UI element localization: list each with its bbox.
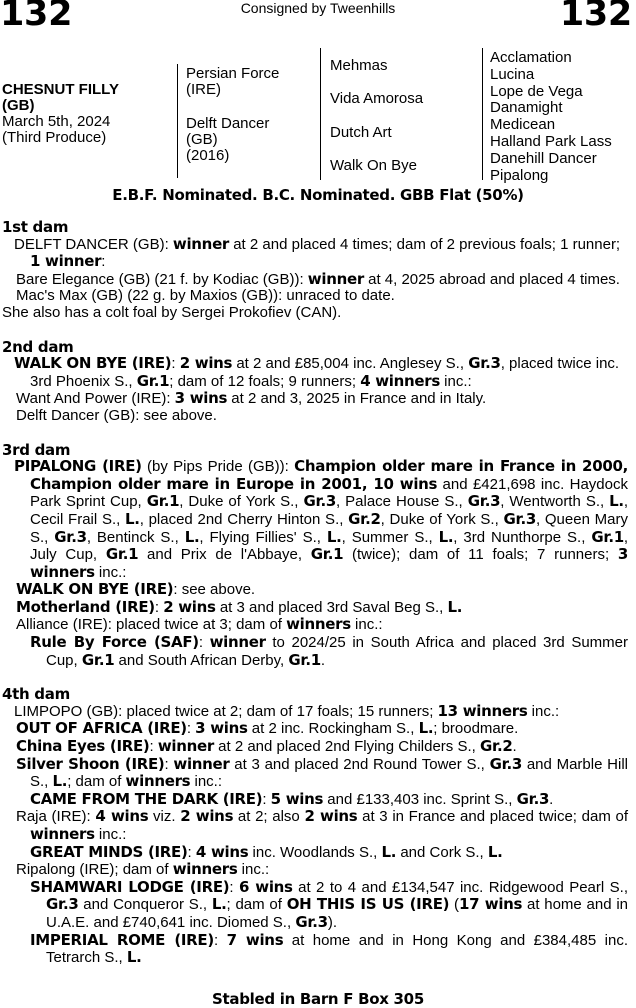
gen3-8: Pipalong <box>490 166 549 184</box>
sire-name: Persian Force <box>186 65 280 82</box>
fourth-dam-grandproduce-1: CAME FROM THE DARK (IRE): 5 wins and £133,403 inc. Sprint S., Gr.3. <box>30 789 554 808</box>
consignor: Consigned by Tweenhills <box>240 0 396 16</box>
fourth-dam-grandproduce-4: IMPERIAL ROME (IRE): 7 wins at home and in Hong Kong and £384,485 inc. Tetrarch S., L. <box>30 930 628 967</box>
pedigree-divider-2 <box>320 48 321 180</box>
produce-3: She also has a colt foal by Sergei Prokofiev (CAN). <box>2 303 342 321</box>
damsire: Dutch Art <box>330 124 392 141</box>
fourth-dam-heading: 4th dam <box>2 685 70 704</box>
lot-number-left: 132 <box>0 0 73 34</box>
dam <box>186 116 269 164</box>
dam-year: (2016) <box>186 147 230 164</box>
third-dam-heading: 3rd dam <box>2 440 71 459</box>
gen3-2: Lucina <box>490 65 535 83</box>
horse-description <box>2 82 119 146</box>
first-dam-heading: 1st dam <box>2 218 69 236</box>
nominations: E.B.F. Nominated. B.C. Nominated. GBB Flat (50%) <box>112 186 524 204</box>
pedigree-divider-1 <box>177 64 178 178</box>
lot-number-right: 132 <box>559 0 632 34</box>
fourth-dam-produce-2: China Eyes (IRE): winner at 2 and placed 2nd Flying Childers S., Gr.2. <box>16 737 517 756</box>
third-dam-produce-1: WALK ON BYE (IRE): see above. <box>16 580 256 599</box>
third-dam-produce-2: Motherland (IRE): 2 wins at 3 and placed 3rd Saval Beg S., L. <box>16 597 463 616</box>
fourth-dam-produce-1: OUT OF AFRICA (IRE): 3 wins at 2 inc. Rockingham S., L.; broodmare. <box>16 719 519 738</box>
gen3-3: Lope de Vega <box>490 82 583 100</box>
second-dam-heading: 2nd dam <box>2 337 74 356</box>
produce-2: Mac's Max (GB) (22 g. by Maxios (GB)): unraced to date. <box>16 287 395 305</box>
gen3-4: Danamight <box>490 99 563 117</box>
horse-country: (GB) <box>2 97 35 114</box>
dam-country: (GB) <box>186 131 218 148</box>
fourth-dam-grandproduce-2: GREAT MINDS (IRE): 4 wins inc. Woodlands S., L. and Cork S., L. <box>30 842 503 861</box>
third-dam-grandproduce-1: Rule By Force (SAF): winner to 2024/25 in South Africa and placed 3rd Summer Cup, Gr.1 and South African Derby, Gr.1. <box>30 633 628 669</box>
grandsire: Mehmas <box>330 57 388 74</box>
second-dam-entry: WALK ON BYE (IRE): 2 wins at 2 and £85,004 inc. Anglesey S., Gr.3, placed twice inc. 3rd Phoenix S., Gr.1; dam of 12 foals; 9 runners; 4 winners inc.: <box>14 354 620 390</box>
fourth-dam-produce-3: Silver Shoon (IRE): winner at 3 and placed 2nd Round Tower S., Gr.3 and Marble Hill S., L.; dam of winners inc.: <box>16 754 628 791</box>
sire-country: (IRE) <box>186 81 221 98</box>
fourth-dam-produce-5: Ripalong (IRE); dam of winners inc.: <box>16 860 270 879</box>
fourth-dam-entry: LIMPOPO (GB): placed twice at 2; dam of 17 foals; 15 runners; 13 winners inc.: <box>14 701 560 720</box>
horse-produce: (Third Produce) <box>2 129 107 146</box>
gen3-5: Medicean <box>490 116 556 134</box>
fourth-dam-grandproduce-3: SHAMWARI LODGE (IRE): 6 wins at 2 to 4 and £134,547 inc. Ridgewood Pearl S., Gr.3 and Conqueror S., L.; dam of OH THIS IS US (IRE) (17 wins at home and in U.A.E. and £740,641 inc. Diomed S., Gr.3). <box>30 877 629 931</box>
gen3-6: Halland Park Lass <box>490 132 612 150</box>
granddam: Vida Amorosa <box>330 90 424 107</box>
horse-foaled: March 5th, 2024 <box>2 113 111 130</box>
gen3-1: Acclamation <box>490 49 572 66</box>
produce-1: Bare Elegance (GB) (21 f. by Kodiac (GB)): winner at 4, 2025 abroad and placed 4 times. <box>16 269 620 288</box>
second-dam-ped: Walk On Bye <box>330 157 417 174</box>
sire <box>186 66 279 98</box>
third-dam-produce-3: Alliance (IRE): placed twice at 3; dam of winners inc.: <box>16 615 383 634</box>
pedigree-divider-3 <box>482 48 483 180</box>
third-generation <box>490 50 612 184</box>
second-dam-produce-2: Delft Dancer (GB): see above. <box>16 406 217 424</box>
second-dam-produce-1: Want And Power (IRE): 3 wins at 2 and 3, 2025 in France and in Italy. <box>16 389 487 408</box>
catalogue-text <box>2 219 628 967</box>
gen3-7: Danehill Dancer <box>490 149 597 167</box>
stabling-footer: Stabled in Barn F Box 305 <box>212 990 424 1008</box>
first-dam-entry: DELFT DANCER (GB): winner at 2 and placed 4 times; dam of 2 previous foals; 1 runner; 1 winner: <box>14 234 621 271</box>
horse-sex-color: CHESNUT FILLY <box>2 81 119 98</box>
third-dam-entry: PIPALONG (IRE) (by Pips Pride (GB)): Champion older mare in France in 2000, Champion older mare in Europe in 2001, 10 wins and £421,698 inc. Haydock Park Sprint Cup, Gr.1, Duke of York S., Gr.3, Palace House S., Gr.3, Wentworth S., L., Cecil Frail S., L., placed 2nd Cherry Hinton S., Gr.2, Duke of York S., Gr.3, Queen Mary S., Gr.3, Bentinck S., L., Flying Fillies' S., L., Summer S., L., 3rd Nunthorpe S., Gr.1, July Cup, Gr.1 and Prix de l'Abbaye, Gr.1 (twice); dam of 11 foals; 7 runners; 3 winners inc.: <box>14 457 629 581</box>
dam-name: Delft Dancer <box>186 115 270 132</box>
fourth-dam-produce-4: Raja (IRE): 4 wins viz. 2 wins at 2; also 2 wins at 3 in France and placed twice; dam of winners inc.: <box>16 807 629 843</box>
